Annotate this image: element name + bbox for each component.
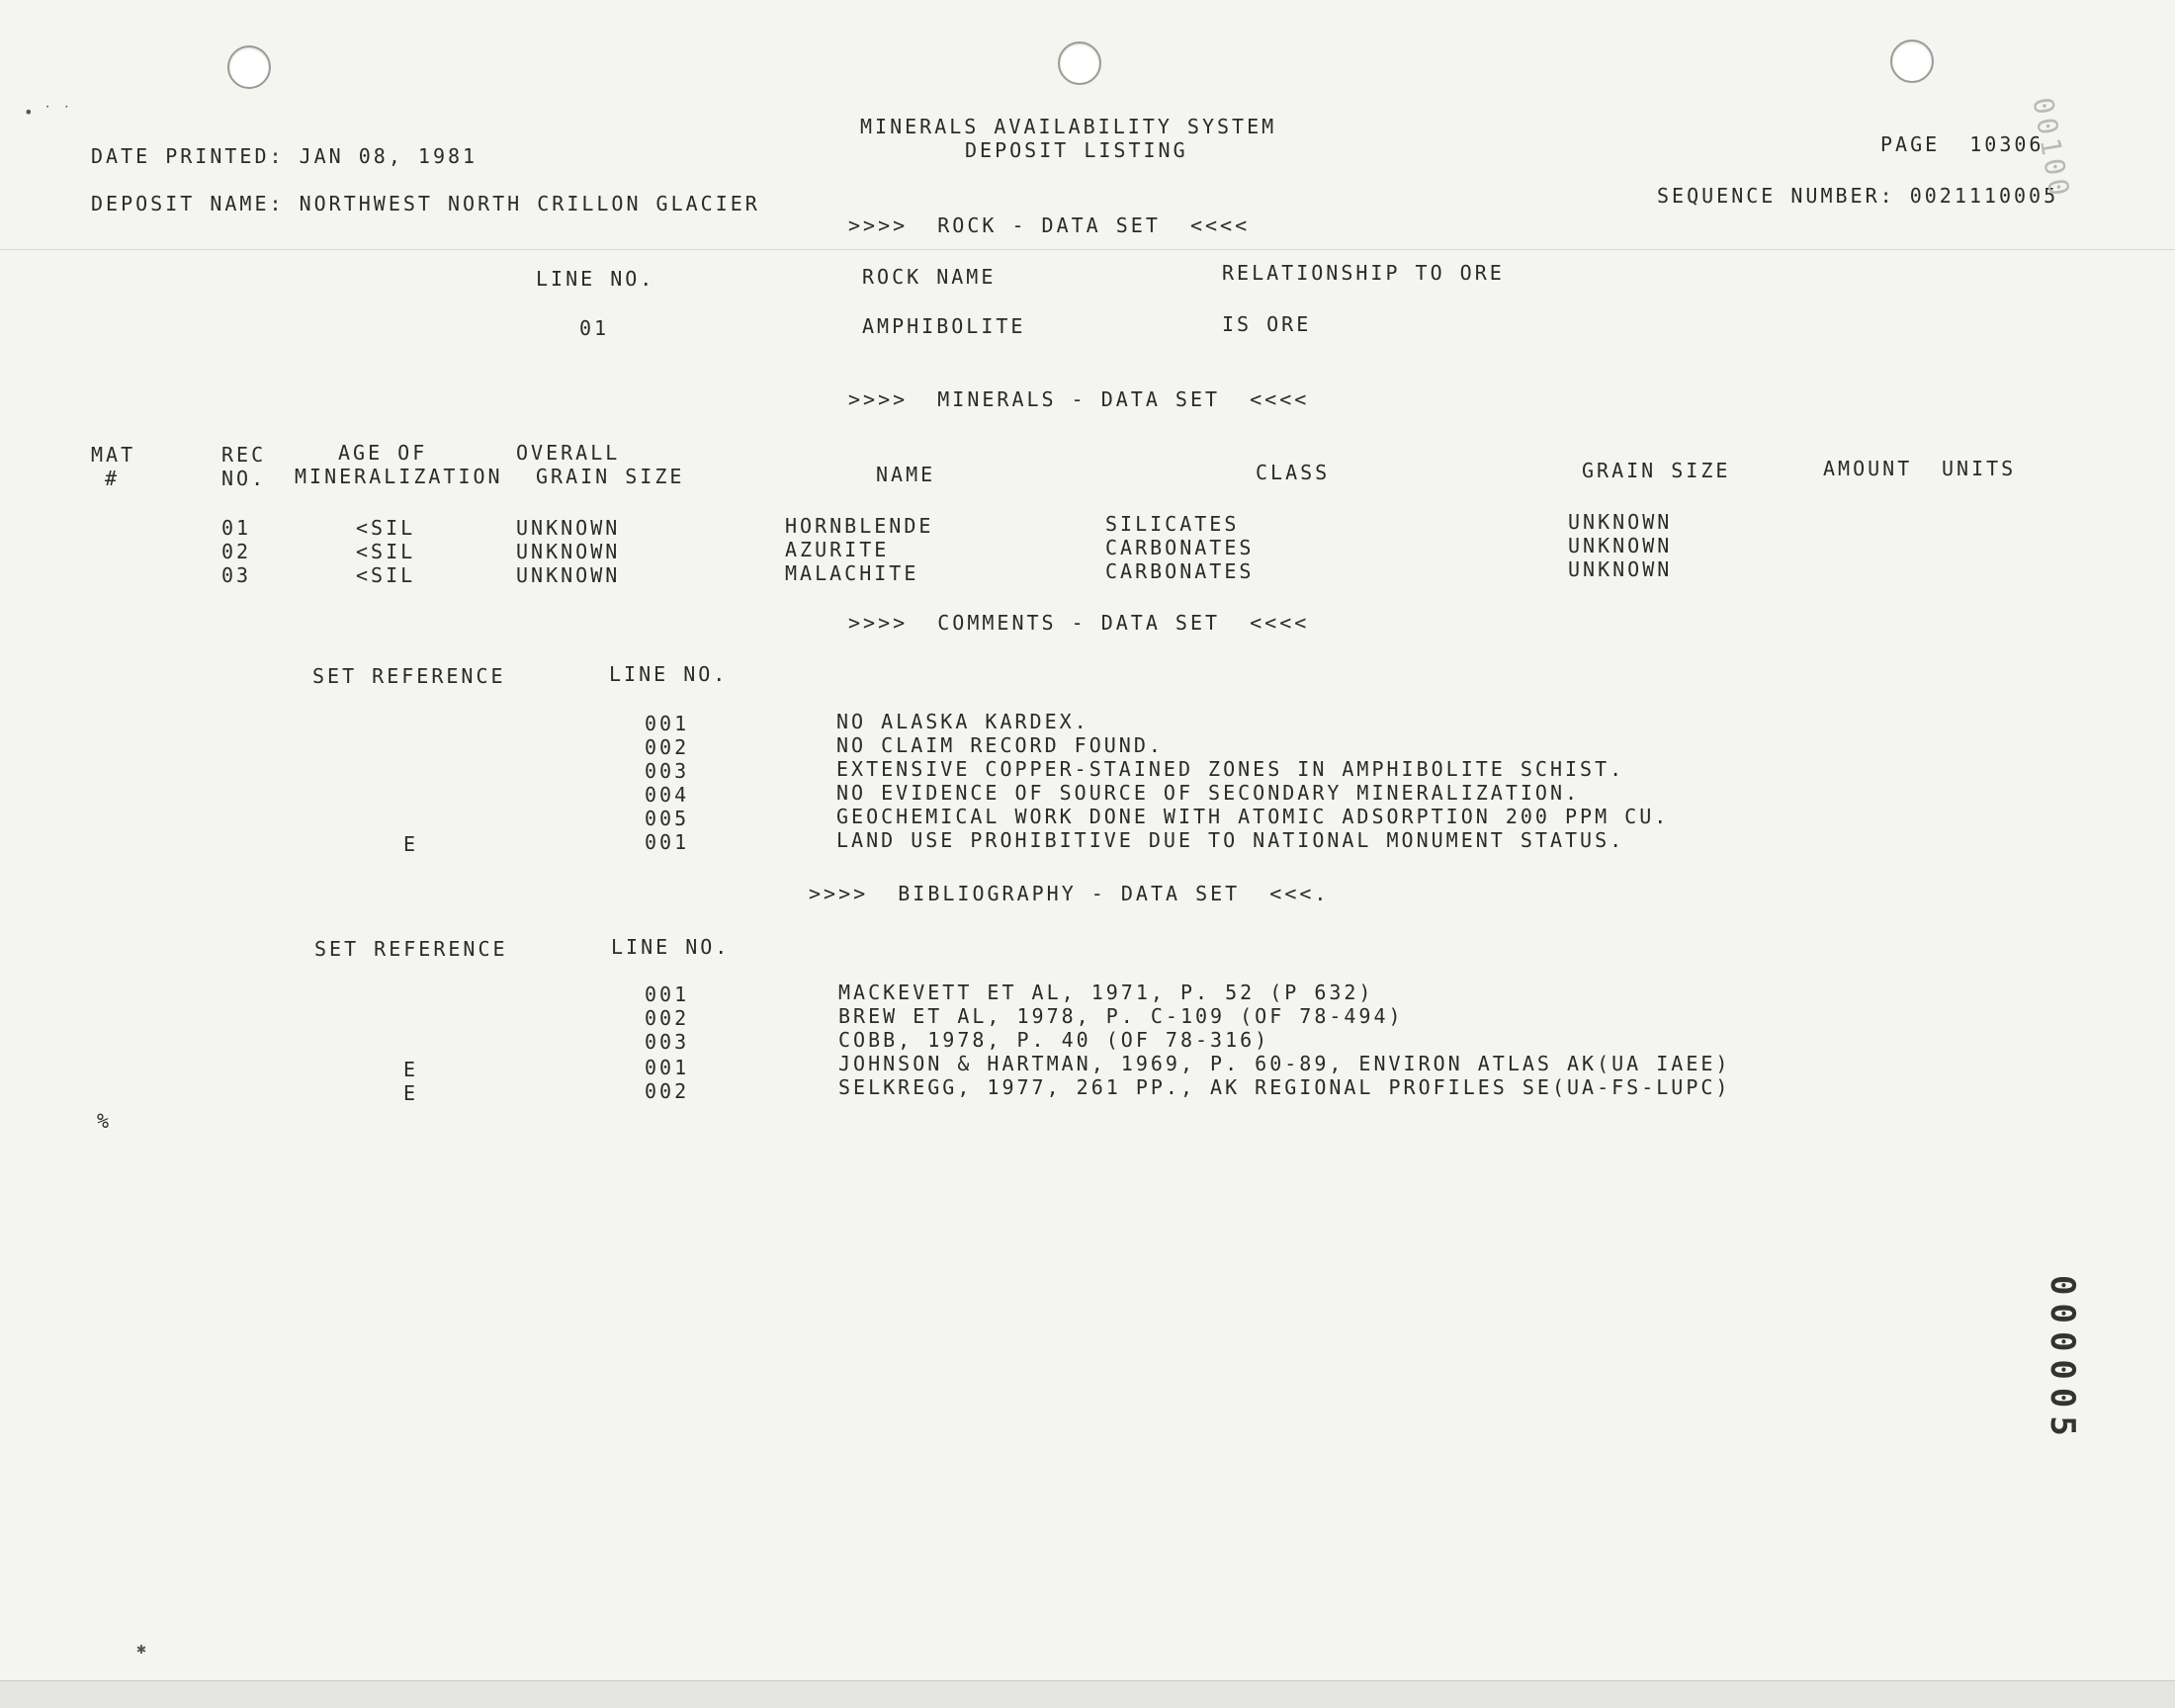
minerals-section-title: >>>> MINERALS - DATA SET <<<< bbox=[848, 387, 1310, 411]
minerals-row-1-name: HORNBLENDE bbox=[785, 514, 934, 538]
bibliography-row-5-line: 002 bbox=[645, 1079, 690, 1103]
minerals-col-class: CLASS bbox=[1256, 461, 1331, 484]
comments-row-2-line: 002 bbox=[645, 735, 690, 759]
bibliography-row-1-line: 001 bbox=[645, 982, 690, 1006]
minerals-row-2-rec: 02 bbox=[221, 540, 252, 563]
minerals-row-3-overall: UNKNOWN bbox=[516, 563, 621, 587]
minerals-row-3-rec: 03 bbox=[221, 563, 252, 587]
minerals-row-3-class: CARBONATES bbox=[1105, 559, 1255, 583]
faint-page-stamp: 00100 bbox=[2026, 95, 2077, 203]
minerals-row-1-grain: UNKNOWN bbox=[1568, 510, 1673, 534]
system-title: MINERALS AVAILABILITY SYSTEM bbox=[860, 115, 1277, 138]
minerals-row-2-age: <SIL bbox=[356, 540, 416, 563]
minerals-col-mat: MAT bbox=[91, 443, 136, 467]
rock-row-relationship: IS ORE bbox=[1222, 312, 1312, 336]
comments-row-6-set-ref: E bbox=[403, 832, 419, 856]
fold-line bbox=[0, 249, 2175, 250]
bibliography-row-5-text: SELKREGG, 1977, 261 PP., AK REGIONAL PROFILES SE(UA-FS-LUPC) bbox=[838, 1075, 1731, 1099]
minerals-col-grain: GRAIN SIZE bbox=[1582, 459, 1731, 482]
frame-number-stamp: 000005 bbox=[2043, 1275, 2082, 1444]
comments-col-line-no: LINE NO. bbox=[609, 662, 729, 686]
rock-col-line-no: LINE NO. bbox=[536, 267, 655, 291]
comments-row-2-text: NO CLAIM RECORD FOUND. bbox=[836, 733, 1164, 757]
minerals-col-rec-sub: NO. bbox=[221, 467, 267, 490]
comments-row-1-text: NO ALASKA KARDEX. bbox=[836, 710, 1089, 733]
bibliography-row-2-line: 002 bbox=[645, 1006, 690, 1030]
comments-row-5-line: 005 bbox=[645, 807, 690, 830]
rock-section-title: >>>> ROCK - DATA SET <<<< bbox=[848, 214, 1251, 237]
minerals-col-overall: OVERALL bbox=[516, 441, 621, 465]
bibliography-col-set-ref: SET REFERENCE bbox=[314, 937, 508, 961]
bibliography-row-2-text: BREW ET AL, 1978, P. C-109 (OF 78-494) bbox=[838, 1004, 1404, 1028]
minerals-col-units: UNITS bbox=[1942, 457, 2017, 480]
comments-row-1-line: 001 bbox=[645, 712, 690, 735]
binder-hole-left bbox=[227, 45, 271, 89]
bibliography-row-5-set-ref: E bbox=[403, 1081, 419, 1105]
listing-title: DEPOSIT LISTING bbox=[965, 138, 1188, 162]
rock-col-relationship: RELATIONSHIP TO ORE bbox=[1222, 261, 1505, 285]
bibliography-row-3-text: COBB, 1978, P. 40 (OF 78-316) bbox=[838, 1028, 1270, 1052]
comments-section-title: >>>> COMMENTS - DATA SET <<<< bbox=[848, 611, 1310, 635]
minerals-row-1-rec: 01 bbox=[221, 516, 252, 540]
minerals-row-3-grain: UNKNOWN bbox=[1568, 557, 1673, 581]
minerals-row-1-age: <SIL bbox=[356, 516, 416, 540]
comments-row-3-line: 003 bbox=[645, 759, 690, 783]
minerals-row-3-age: <SIL bbox=[356, 563, 416, 587]
minerals-col-age: AGE OF bbox=[338, 441, 428, 465]
date-printed: DATE PRINTED: JAN 08, 1981 bbox=[91, 144, 478, 168]
minerals-row-2-class: CARBONATES bbox=[1105, 536, 1255, 559]
minerals-col-age-sub: MINERALIZATION bbox=[295, 465, 503, 488]
bibliography-row-1-text: MACKEVETT ET AL, 1971, P. 52 (P 632) bbox=[838, 981, 1374, 1004]
binder-hole-right bbox=[1890, 40, 1934, 83]
comments-row-6-line: 001 bbox=[645, 830, 690, 854]
comments-row-6-text: LAND USE PROHIBITIVE DUE TO NATIONAL MONUMENT STATUS. bbox=[836, 828, 1625, 852]
minerals-row-2-overall: UNKNOWN bbox=[516, 540, 621, 563]
comments-row-4-text: NO EVIDENCE OF SOURCE OF SECONDARY MINERALIZATION. bbox=[836, 781, 1581, 805]
bibliography-row-4-set-ref: E bbox=[403, 1058, 419, 1081]
minerals-col-name: NAME bbox=[876, 463, 936, 486]
comments-row-3-text: EXTENSIVE COPPER-STAINED ZONES IN AMPHIBOLITE SCHIST. bbox=[836, 757, 1625, 781]
end-of-report-mark: % bbox=[97, 1109, 113, 1133]
bibliography-col-line-no: LINE NO. bbox=[611, 935, 731, 959]
minerals-col-mat-sub: # bbox=[105, 467, 121, 490]
comments-col-set-ref: SET REFERENCE bbox=[312, 664, 506, 688]
ink-speck: • ˙ ˙ bbox=[24, 103, 72, 122]
rock-row-rock-name: AMPHIBOLITE bbox=[862, 314, 1026, 338]
ink-speck: ✱ bbox=[136, 1639, 146, 1658]
minerals-row-1-class: SILICATES bbox=[1105, 512, 1240, 536]
bibliography-row-3-line: 003 bbox=[645, 1030, 690, 1054]
minerals-row-2-grain: UNKNOWN bbox=[1568, 534, 1673, 557]
minerals-col-amount: AMOUNT bbox=[1823, 457, 1913, 480]
sequence-number: SEQUENCE NUMBER: 0021110005 bbox=[1657, 184, 2059, 208]
deposit-name: DEPOSIT NAME: NORTHWEST NORTH CRILLON GLACIER bbox=[91, 192, 760, 215]
minerals-col-overall-sub: GRAIN SIZE bbox=[536, 465, 685, 488]
rock-col-rock-name: ROCK NAME bbox=[862, 265, 997, 289]
page-number: PAGE 10306 bbox=[1880, 132, 2044, 156]
bibliography-row-4-line: 001 bbox=[645, 1056, 690, 1079]
rock-row-line-no: 01 bbox=[579, 316, 610, 340]
bibliography-section-title: >>>> BIBLIOGRAPHY - DATA SET <<<. bbox=[809, 882, 1330, 905]
minerals-row-1-overall: UNKNOWN bbox=[516, 516, 621, 540]
minerals-row-3-name: MALACHITE bbox=[785, 561, 919, 585]
comments-row-5-text: GEOCHEMICAL WORK DONE WITH ATOMIC ADSORPTION 200 PPM CU. bbox=[836, 805, 1670, 828]
bibliography-row-4-text: JOHNSON & HARTMAN, 1969, P. 60-89, ENVIRON ATLAS AK(UA IAEE) bbox=[838, 1052, 1731, 1075]
comments-row-4-line: 004 bbox=[645, 783, 690, 807]
minerals-row-2-name: AZURITE bbox=[785, 538, 890, 561]
minerals-col-rec: REC bbox=[221, 443, 267, 467]
binder-hole-center bbox=[1058, 42, 1101, 85]
